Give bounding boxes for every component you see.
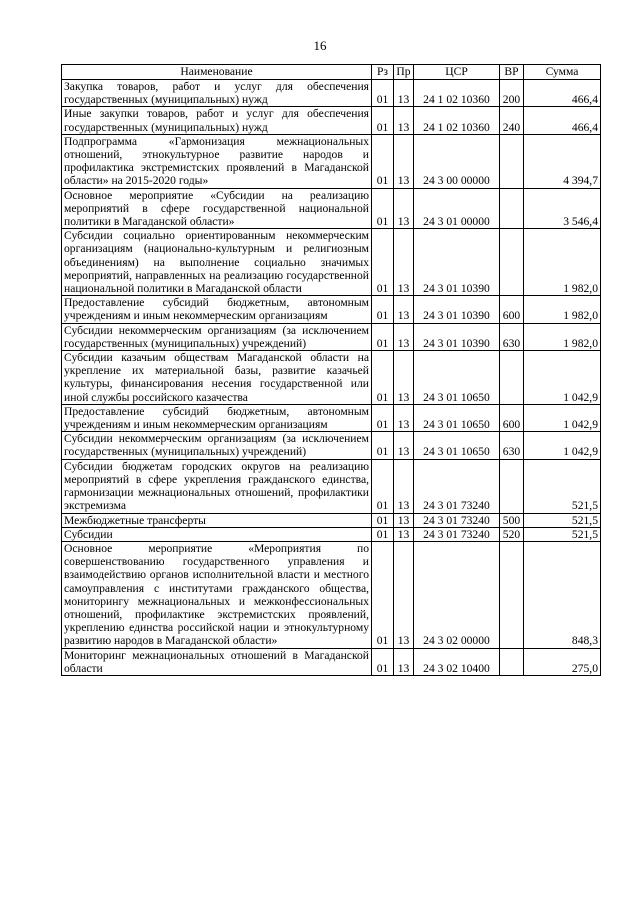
cell-sum: 1 982,0 [524, 296, 601, 323]
cell-pr: 13 [394, 296, 414, 323]
cell-vr [500, 541, 524, 648]
cell-vr [500, 459, 524, 513]
table-row [62, 513, 601, 527]
cell-csr: 24 3 01 73240 [414, 527, 500, 541]
header-name: Наименование [62, 65, 372, 80]
cell-sum: 1 982,0 [524, 229, 601, 296]
table-row [62, 229, 601, 296]
cell-rz: 01 [372, 648, 394, 675]
cell-name: Основное мероприятие «Субсидии на реализацию мероприятий в сфере государственной национальной политики в Магаданской области» [62, 188, 372, 229]
cell-pr: 13 [394, 459, 414, 513]
cell-csr: 24 1 02 10360 [414, 107, 500, 134]
cell-vr: 240 [500, 107, 524, 134]
cell-sum: 466,4 [524, 107, 601, 134]
table-row [62, 404, 601, 431]
cell-sum: 1 042,9 [524, 404, 601, 431]
cell-rz: 01 [372, 229, 394, 296]
cell-name: Субсидии некоммерческим организациям (за исключением государственных (муниципальных) учреждений) [62, 432, 372, 459]
cell-vr: 600 [500, 404, 524, 431]
cell-csr: 24 3 01 10650 [414, 404, 500, 431]
cell-csr: 24 3 02 10400 [414, 648, 500, 675]
cell-pr: 13 [394, 351, 414, 405]
header-vr: ВР [500, 65, 524, 80]
cell-vr [500, 229, 524, 296]
cell-name: Субсидии социально ориентированным некоммерческим организациям (национально-культурным и религиозным объединениям) на выполнение социально значимых мероприятий, направленных на реализацию государственной национальной политики в Магаданской области [62, 229, 372, 296]
cell-pr: 13 [394, 527, 414, 541]
cell-sum: 3 546,4 [524, 188, 601, 229]
cell-sum: 1 042,9 [524, 351, 601, 405]
cell-vr: 500 [500, 513, 524, 527]
table-row [62, 296, 601, 323]
header-sum: Сумма [524, 65, 601, 80]
cell-rz: 01 [372, 134, 394, 188]
cell-vr: 520 [500, 527, 524, 541]
cell-rz: 01 [372, 459, 394, 513]
cell-rz: 01 [372, 107, 394, 134]
table-row [62, 527, 601, 541]
cell-csr: 24 1 02 10360 [414, 80, 500, 107]
table-row [62, 323, 601, 350]
cell-name: Подпрограмма «Гармонизация межнациональных отношений, этнокультурное развитие народов и профилактика экстремистских проявлений в Магаданской области» на 2015-2020 годы» [62, 134, 372, 188]
cell-csr: 24 3 01 10390 [414, 323, 500, 350]
table-row [62, 541, 601, 648]
cell-vr [500, 648, 524, 675]
cell-pr: 13 [394, 80, 414, 107]
cell-pr: 13 [394, 404, 414, 431]
cell-pr: 13 [394, 541, 414, 648]
table-row [62, 80, 601, 107]
cell-sum: 1 982,0 [524, 323, 601, 350]
cell-name: Предоставление субсидий бюджетным, автономным учреждениям и иным некоммерческим организациям [62, 296, 372, 323]
cell-pr: 13 [394, 513, 414, 527]
table-row [62, 459, 601, 513]
cell-sum: 4 394,7 [524, 134, 601, 188]
cell-sum: 848,3 [524, 541, 601, 648]
page-number: 16 [313, 38, 327, 53]
cell-pr: 13 [394, 188, 414, 229]
cell-name: Субсидии [62, 527, 372, 541]
cell-csr: 24 3 01 10390 [414, 229, 500, 296]
cell-pr: 13 [394, 229, 414, 296]
cell-sum: 1 042,9 [524, 432, 601, 459]
cell-rz: 01 [372, 188, 394, 229]
table-row [62, 432, 601, 459]
cell-name: Основное мероприятие «Мероприятия по совершенствованию государственного управления и взаимодействию органов исполнительной власти и местного самоуправления с институтами гражданского общества, мониторингу межнациональных и межконфессиональных отношений, профилактике экстремистских проявлений, укреплению единства российской нации и этнокультурному развитию народов в Магаданской области» [62, 541, 372, 648]
table-row [62, 107, 601, 134]
cell-vr: 630 [500, 323, 524, 350]
budget-table [61, 64, 601, 676]
cell-csr: 24 3 01 73240 [414, 513, 500, 527]
cell-rz: 01 [372, 80, 394, 107]
cell-name: Субсидии бюджетам городских округов на реализацию мероприятий в сфере укрепления гражданского единства, гармонизации межнациональных отношений, профилактики экстремизма [62, 459, 372, 513]
cell-name: Предоставление субсидий бюджетным, автономным учреждениям и иным некоммерческим организациям [62, 404, 372, 431]
cell-csr: 24 3 01 10390 [414, 296, 500, 323]
cell-sum: 275,0 [524, 648, 601, 675]
cell-csr: 24 3 01 10650 [414, 432, 500, 459]
header-rz: Рз [372, 65, 394, 80]
table-row [62, 351, 601, 405]
header-csr: ЦСР [414, 65, 500, 80]
table-row [62, 648, 601, 675]
cell-name: Межбюджетные трансферты [62, 513, 372, 527]
cell-csr: 24 3 01 10650 [414, 351, 500, 405]
cell-pr: 13 [394, 432, 414, 459]
cell-sum: 521,5 [524, 513, 601, 527]
cell-name: Субсидии казачьим обществам Магаданской области на укрепление их материальной базы, развитие казачьей культуры, финансирования несения государственной или иной службы российского казачества [62, 351, 372, 405]
cell-rz: 01 [372, 541, 394, 648]
cell-pr: 13 [394, 107, 414, 134]
header-pr: Пр [394, 65, 414, 80]
cell-vr [500, 188, 524, 229]
cell-name: Мониторинг межнациональных отношений в Магаданской области [62, 648, 372, 675]
cell-pr: 13 [394, 648, 414, 675]
cell-rz: 01 [372, 296, 394, 323]
cell-vr: 630 [500, 432, 524, 459]
cell-rz: 01 [372, 432, 394, 459]
cell-rz: 01 [372, 323, 394, 350]
cell-csr: 24 3 00 00000 [414, 134, 500, 188]
cell-vr: 200 [500, 80, 524, 107]
cell-vr [500, 351, 524, 405]
cell-rz: 01 [372, 527, 394, 541]
cell-sum: 466,4 [524, 80, 601, 107]
cell-pr: 13 [394, 134, 414, 188]
cell-rz: 01 [372, 351, 394, 405]
cell-name: Закупка товаров, работ и услуг для обеспечения государственных (муниципальных) нужд [62, 80, 372, 107]
cell-csr: 24 3 01 73240 [414, 459, 500, 513]
table-header-row [62, 65, 601, 80]
cell-sum: 521,5 [524, 459, 601, 513]
cell-csr: 24 3 02 00000 [414, 541, 500, 648]
cell-vr [500, 134, 524, 188]
cell-rz: 01 [372, 404, 394, 431]
cell-sum: 521,5 [524, 527, 601, 541]
cell-rz: 01 [372, 513, 394, 527]
cell-csr: 24 3 01 00000 [414, 188, 500, 229]
cell-vr: 600 [500, 296, 524, 323]
cell-pr: 13 [394, 323, 414, 350]
cell-name: Субсидии некоммерческим организациям (за исключением государственных (муниципальных) учреждений) [62, 323, 372, 350]
cell-name: Иные закупки товаров, работ и услуг для обеспечения государственных (муниципальных) нужд [62, 107, 372, 134]
table-row [62, 134, 601, 188]
table-row [62, 188, 601, 229]
